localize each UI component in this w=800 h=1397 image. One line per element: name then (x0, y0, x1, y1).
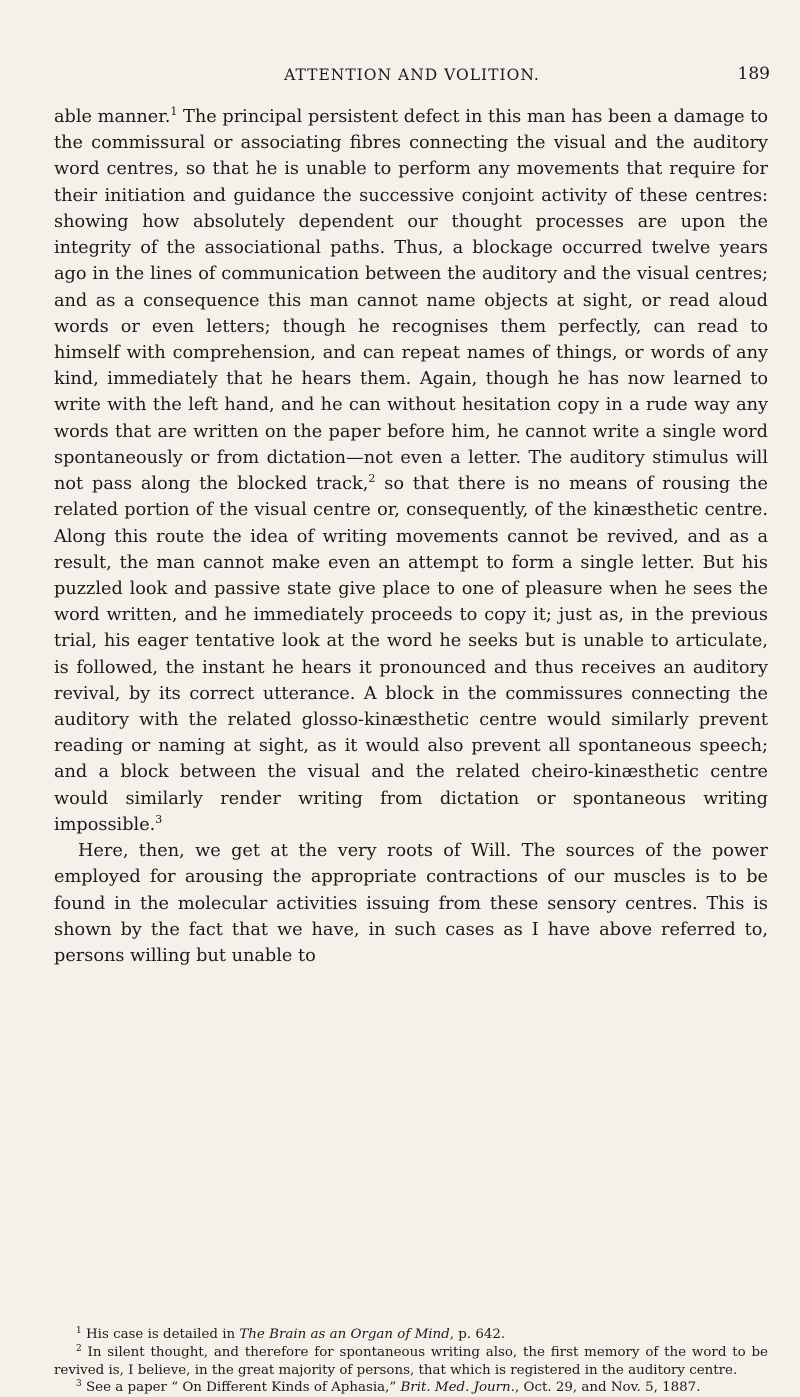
footnote-reference: 2 (368, 472, 376, 486)
footnotes (54, 1326, 768, 1397)
paragraph (54, 104, 768, 838)
page-number: 189 (737, 64, 770, 84)
paragraph: Here, then, we get at the very roots of Will. The sources of the power employed for arousing the appropriate contractions of our muscles is to be found in the molecular activities issuing from these sensory centres. This is shown by the fact that we have, in such cases as I have above referred to, persons willing but unable to (54, 841, 768, 966)
footnote-text: See a paper “ On Different Kinds of Aphasia,” (81, 1380, 401, 1396)
footnote-mark: 1 (76, 1326, 82, 1336)
paragraph-text: The principal persistent defect in this man has been a damage to the commissural or associating fibres connecting the visual and the auditory word centres, so that he is unable to perform any movements that require for their initiation and guidance the successive conjoint activity of these centres: showing how absolutely dependent our thought processes are upon the integrity of the associational paths. Thus, a blockage occurred twelve years ago in the lines of communication between the auditory and the visual centres; and as a consequence this man cannot name objects at sight, or read aloud words or even letters; though he recognises them perfectly, can read to himself with comprehension, and can repeat names of things, or words of any kind, immediately that he hears them. Again, though he has now learned to write with the left hand, and he can without hesitation copy in a rude way any words that are written on the paper before him, he cannot write a single word spontaneously or from dictation—not even a letter. The auditory stimulus will not pass along the blocked track, (54, 107, 768, 495)
footnote-text: In silent thought, and therefore for spontaneous writing also, the first memory of the word to be revived is, I believe, in the great majority of persons, that which is registered in the auditory centre. (54, 1344, 768, 1378)
footnote-reference: 1 (170, 105, 178, 118)
footnote (54, 1379, 768, 1397)
footnote (54, 1326, 768, 1344)
paragraph-text: so that there is no means of rousing the related portion of the visual centre or, consequently, of the kinæsthetic centre. Along this route the idea of writing movements cannot be revived, and as a result, the man cannot make even an attempt to form a single letter. But his puzzled look and passive state give place to one of pleasure when he sees the word written, and he immediately proceeds to copy it; just as, in the previous trial, his eager tentative look at the word he seeks but is unable to articulate, is followed, the instant he hears it pronounced and thus receives an auditory revival, by its correct utterance. A block in the commissures connecting the auditory with the related glosso-kinæsthetic centre would similarly prevent reading or naming at sight, as it would also prevent all spontaneous speech; and a block between the visual and the related cheiro-kinæsthetic centre would similarly render writing from dictation or spontaneous writing impossible. (54, 474, 768, 835)
footnote-mark: 2 (76, 1343, 82, 1354)
footnote-journal: Brit. Med. Journ. (400, 1380, 515, 1396)
footnote-mark: 3 (76, 1379, 82, 1390)
footnote-text: His case is detailed in (81, 1327, 240, 1342)
footnote-text: , p. 642. (449, 1327, 506, 1342)
footnote-reference: 3 (155, 812, 163, 826)
paragraph-text: able manner. (54, 107, 171, 127)
running-head (54, 66, 770, 92)
footnote-text: , Oct. 29, and Nov. 5, 1887. (514, 1380, 701, 1396)
footnote (54, 1344, 768, 1380)
footnote-book-title: The Brain as an Organ of Mind (239, 1327, 450, 1342)
body-text (54, 104, 768, 969)
running-title: ATTENTION AND VOLITION. (284, 66, 540, 84)
